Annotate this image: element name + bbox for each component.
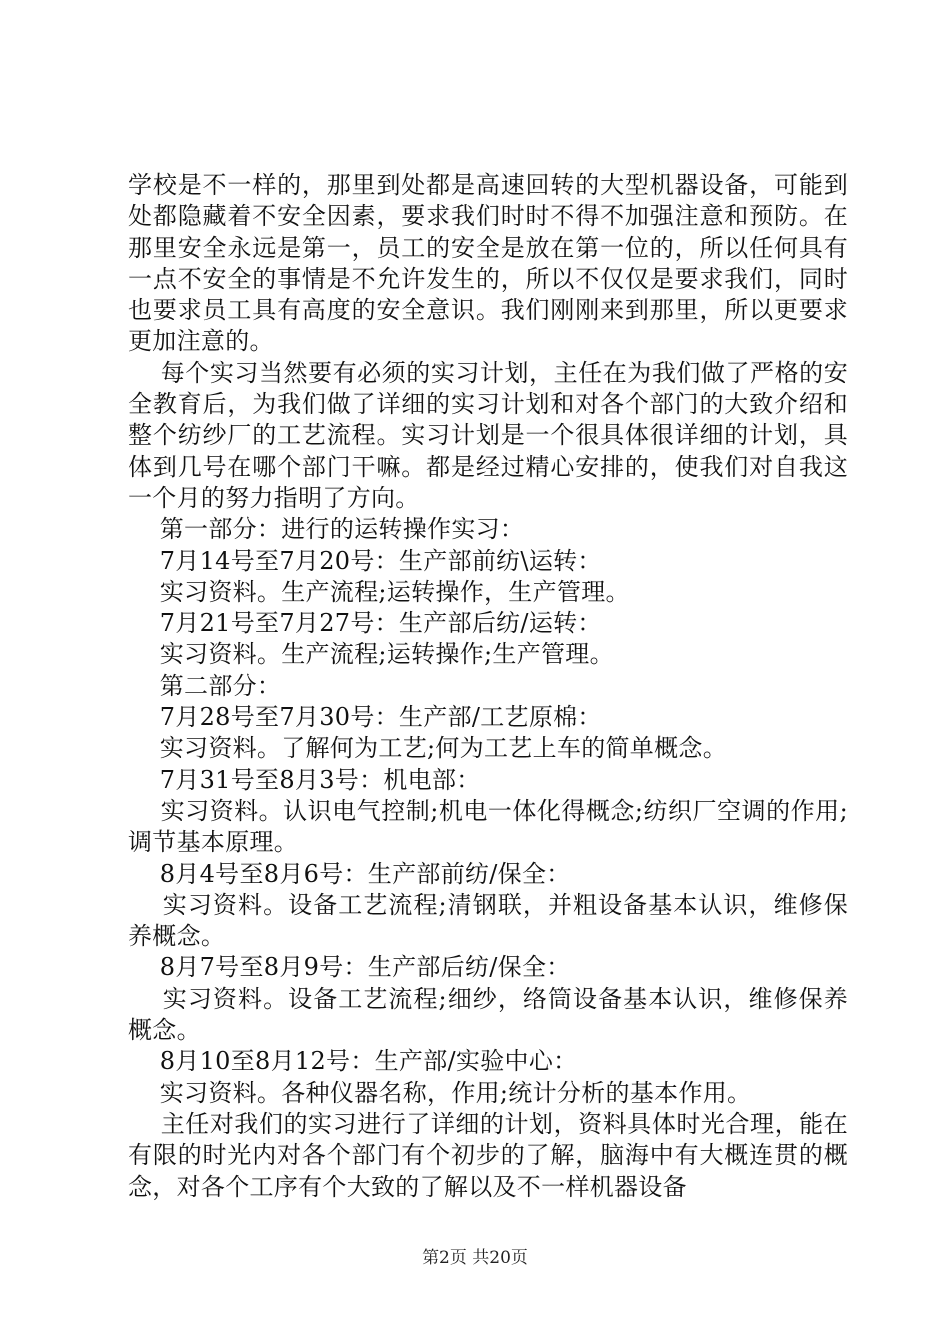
paragraph-17: 8月10至8月12号：生产部/实验中心： [128,1047,578,1076]
body-text [128,170,848,1203]
paragraph-9: 7月28号至7月30号：生产部/工艺原棉： [128,703,602,732]
paragraph-12: 实习资料。认识电气控制;机电一体化得概念;纺织厂空调的作用;调节基本原理。 [128,796,848,857]
paragraph-2: 每个实习当然要有必须的实习计划，主任在为我们做了严格的安全教育后，为我们做了详细的实习计划和对各个部门的大致介绍和整个纺纱厂的工艺流程。实习计划是一个很具体很详细的计划，具体到几号在哪个部门干嘛。都是经过精心安排的，使我们对自我这一个月的努力指明了方向。 [128,358,848,512]
paragraph-19: 主任对我们的实习进行了详细的计划，资料具体时光合理，能在有限的时光内对各个部门有个初步的了解，脑海中有大概连贯的概念，对各个工序有个大致的了解以及不一样机器设备 [128,1109,848,1201]
paragraph-4: 7月14号至7月20号：生产部前纺\运转： [128,546,602,575]
page-number-footer: 第2页 共20页 [422,1248,528,1268]
paragraph-13: 8月4号至8月6号：生产部前纺/保全： [128,859,571,888]
paragraph-6: 7月21号至7月27号：生产部后纺/运转： [128,609,602,638]
paragraph-10: 实习资料。了解何为工艺;何为工艺上车的简单概念。 [128,734,728,763]
paragraph-8: 第二部分： [128,671,282,700]
paragraph-15: 8月7号至8月9号：生产部后纺/保全： [128,953,571,982]
paragraph-11: 7月31号至8月3号：机电部： [128,765,481,794]
paragraph-16: 实习资料。设备工艺流程;细纱，络筒设备基本认识，维修保养概念。 [128,984,849,1045]
paragraph-18: 实习资料。各种仪器名称，作用;统计分析的基本作用。 [128,1078,752,1107]
paragraph-3: 第一部分：进行的运转操作实习： [128,515,525,544]
paragraph-5: 实习资料。生产流程;运转操作，生产管理。 [128,577,630,606]
paragraph-1: 学校是不一样的，那里到处都是高速回转的大型机器设备，可能到处都隐藏着不安全因素，要求我们时时不得不加强注意和预防。在那里安全永远是第一，员工的安全是放在第一位的，所以任何具有一点不安全的事情是不允许发生的，所以不仅仅是要求我们，同时也要求员工具有高度的安全意识。我们刚刚来到那里，所以更要求更加注意的。 [128,171,848,356]
paragraph-14: 实习资料。设备工艺流程;清钢联，并粗设备基本认识，维修保养概念。 [128,890,849,951]
paragraph-7: 实习资料。生产流程;运转操作;生产管理。 [128,640,614,669]
